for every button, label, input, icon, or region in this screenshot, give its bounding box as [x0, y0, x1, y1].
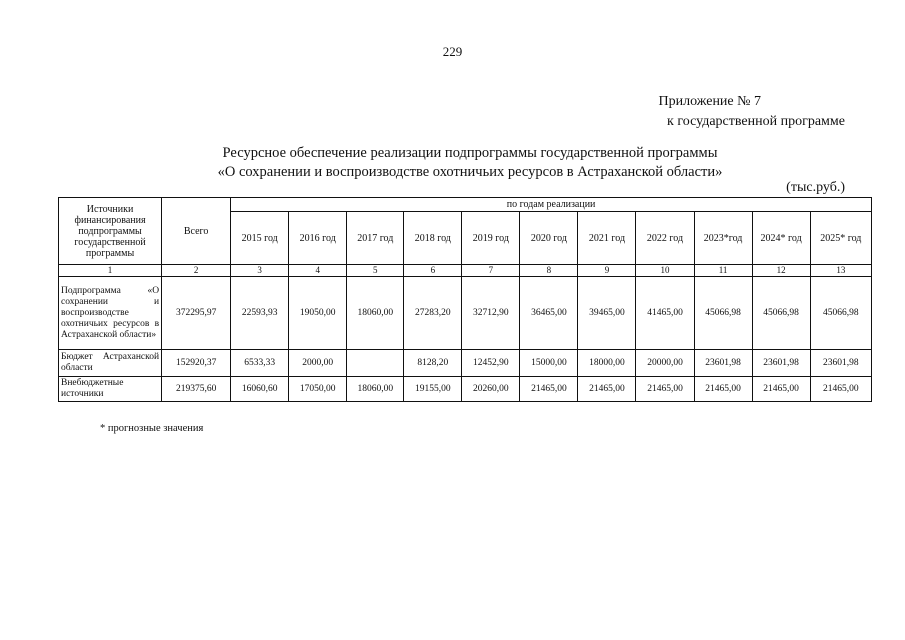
header-total: Всего [162, 198, 231, 265]
row-year-value [347, 350, 404, 377]
row-year-value: 16060,60 [231, 377, 289, 402]
column-index-cell: 8 [520, 265, 578, 277]
row-year-value: 6533,33 [231, 350, 289, 377]
row-year-value: 22593,93 [231, 277, 289, 350]
appendix-number: Приложение № 7 [658, 94, 761, 109]
page-number: 229 [442, 44, 463, 59]
row-year-value: 27283,20 [404, 277, 462, 350]
header-by-years: по годам реализации [231, 198, 872, 212]
row-year-value: 17050,00 [289, 377, 347, 402]
row-year-value: 23601,98 [694, 350, 752, 377]
year-header-4: 2018 год [404, 212, 462, 265]
row-year-value: 21465,00 [810, 377, 871, 402]
row-year-value: 21465,00 [694, 377, 752, 402]
row-source-name: Бюджет Астраханской области [59, 350, 162, 377]
row-year-value: 21465,00 [752, 377, 810, 402]
year-header-1: 2015 год [231, 212, 289, 265]
row-total-value: 152920,37 [162, 350, 231, 377]
row-year-value: 19155,00 [404, 377, 462, 402]
resource-table [58, 197, 872, 402]
column-index-cell: 12 [752, 265, 810, 277]
column-index-cell: 4 [289, 265, 347, 277]
row-source-name: Внебюджетные источники [59, 377, 162, 402]
table-row [59, 377, 872, 402]
header-source: Источники финансирования подпрограммы государственной программы [59, 198, 162, 265]
row-year-value: 18060,00 [347, 277, 404, 350]
column-index-cell: 9 [578, 265, 636, 277]
column-index-cell: 13 [810, 265, 871, 277]
appendix-reference: к государственной программе [667, 114, 845, 129]
row-year-value: 18060,00 [347, 377, 404, 402]
row-year-value: 12452,90 [462, 350, 520, 377]
row-year-value: 21465,00 [520, 377, 578, 402]
row-year-value: 15000,00 [520, 350, 578, 377]
row-year-value: 39465,00 [578, 277, 636, 350]
appendix-header [659, 92, 846, 132]
row-year-value: 19050,00 [289, 277, 347, 350]
row-year-value: 23601,98 [752, 350, 810, 377]
table-row [59, 350, 872, 377]
column-index-row [59, 265, 872, 277]
column-index-cell: 11 [694, 265, 752, 277]
year-header-2: 2016 год [289, 212, 347, 265]
year-header-7: 2021 год [578, 212, 636, 265]
column-index-cell: 7 [462, 265, 520, 277]
year-header-9: 2023*год [694, 212, 752, 265]
column-index-cell: 6 [404, 265, 462, 277]
row-total-value: 219375,60 [162, 377, 231, 402]
document-title [150, 144, 790, 182]
footnote: * прогнозные значения [100, 423, 204, 434]
row-year-value: 21465,00 [636, 377, 694, 402]
column-index-cell: 5 [347, 265, 404, 277]
row-year-value: 2000,00 [289, 350, 347, 377]
row-total-value: 372295,97 [162, 277, 231, 350]
row-source-name: Подпрограмма «О сохранении и воспроизводстве охотничьих ресурсов в Астраханской области» [59, 277, 162, 350]
row-year-value: 21465,00 [578, 377, 636, 402]
row-year-value: 23601,98 [810, 350, 871, 377]
year-header-3: 2017 год [347, 212, 404, 265]
row-year-value: 32712,90 [462, 277, 520, 350]
row-year-value: 20000,00 [636, 350, 694, 377]
table-row [59, 277, 872, 350]
year-header-10: 2024* год [752, 212, 810, 265]
row-year-value: 36465,00 [520, 277, 578, 350]
column-index-cell: 10 [636, 265, 694, 277]
title-line-1: Ресурсное обеспечение реализации подпрограммы государственной программы [222, 145, 718, 161]
row-year-value: 8128,20 [404, 350, 462, 377]
column-index-cell: 3 [231, 265, 289, 277]
year-header-6: 2020 год [520, 212, 578, 265]
year-header-11: 2025* год [810, 212, 871, 265]
column-index-cell: 1 [59, 265, 162, 277]
row-year-value: 41465,00 [636, 277, 694, 350]
year-header-8: 2022 год [636, 212, 694, 265]
unit-label: (тыс.руб.) [786, 180, 845, 195]
row-year-value: 45066,98 [810, 277, 871, 350]
row-year-value: 45066,98 [694, 277, 752, 350]
title-line-2: «О сохранении и воспроизводстве охотничьих ресурсов в Астраханской области» [217, 164, 723, 180]
column-index-cell: 2 [162, 265, 231, 277]
row-year-value: 18000,00 [578, 350, 636, 377]
row-year-value: 20260,00 [462, 377, 520, 402]
row-year-value: 45066,98 [752, 277, 810, 350]
year-header-5: 2019 год [462, 212, 520, 265]
